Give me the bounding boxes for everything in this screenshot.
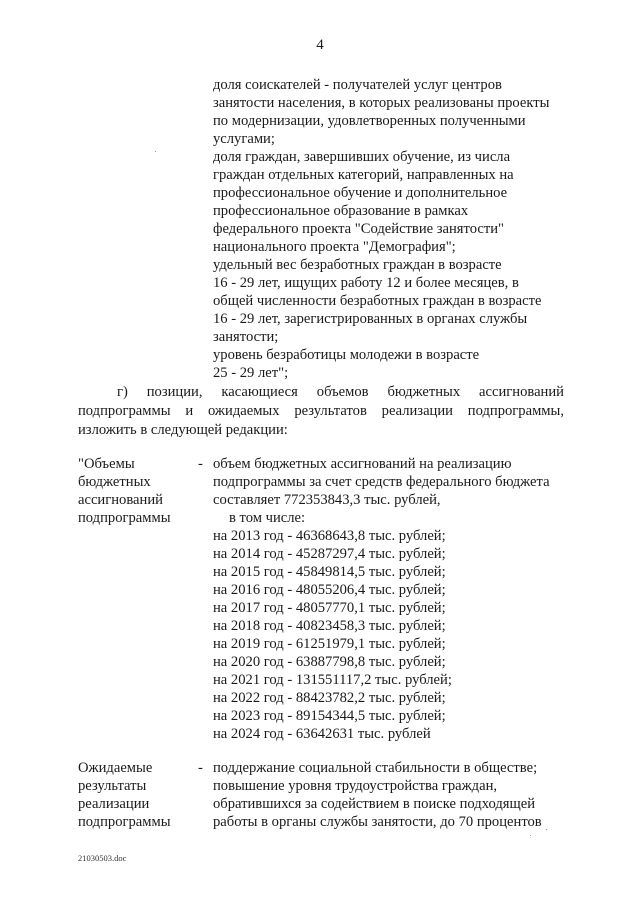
indicator-line: занятости населения, в которых реализованы проекты xyxy=(213,95,550,111)
indicator-line: 25 - 29 лет"; xyxy=(213,365,289,381)
results-text-line: обратившихся за содействием в поиске подходящей xyxy=(213,796,536,812)
paragraph-line: г) позиции, касающиеся объемов бюджетных ассигнований xyxy=(117,384,564,400)
budget-year-line: на 2016 год - 48055206,4 тыс. рублей; xyxy=(213,582,446,598)
results-label-line: реализации xyxy=(78,796,150,812)
scan-speck xyxy=(546,829,547,830)
indicator-line: общей численности безработных граждан в возрасте xyxy=(213,293,542,309)
indicator-line: национального проекта "Демография"; xyxy=(213,239,456,255)
indicator-line: 16 - 29 лет, зарегистрированных в органах службы xyxy=(213,311,528,327)
indicator-line: по модернизации, удовлетворенных полученными xyxy=(213,113,526,129)
results-label-line: результаты xyxy=(78,778,147,794)
results-text-line: поддержание социальной стабильности в обществе; xyxy=(213,760,538,776)
results-text-line: работы в органы службы занятости, до 70 процентов xyxy=(213,814,542,830)
budget-label-line: бюджетных xyxy=(78,474,151,490)
results-label-line: подпрограммы xyxy=(78,814,171,830)
indicator-line: граждан отдельных категорий, направленных на xyxy=(213,167,514,183)
budget-year-line: на 2023 год - 89154344,5 тыс. рублей; xyxy=(213,708,446,724)
budget-dash: - xyxy=(198,456,203,472)
budget-year-line: на 2013 год - 46368643,8 тыс. рублей; xyxy=(213,528,446,544)
budget-year-line: на 2019 год - 61251979,1 тыс. рублей; xyxy=(213,636,446,652)
budget-text-line: объем бюджетных ассигнований на реализацию xyxy=(213,456,512,472)
scan-speck xyxy=(530,835,531,836)
indicator-line: занятости; xyxy=(213,329,279,345)
budget-year-line: на 2017 год - 48057770,1 тыс. рублей; xyxy=(213,600,446,616)
indicator-line: доля соискателей - получателей услуг центров xyxy=(213,77,502,93)
budget-text-line: подпрограммы за счет средств федерального бюджета xyxy=(213,474,550,490)
budget-year-line: на 2014 год - 45287297,4 тыс. рублей; xyxy=(213,546,446,562)
indicator-line: удельный вес безработных граждан в возрасте xyxy=(213,257,502,273)
indicator-line: уровень безработицы молодежи в возрасте xyxy=(213,347,480,363)
budget-year-line: на 2015 год - 45849814,5 тыс. рублей; xyxy=(213,564,446,580)
indicator-line: 16 - 29 лет, ищущих работу 12 и более месяцев, в xyxy=(213,275,519,291)
results-label-line: Ожидаемые xyxy=(78,760,153,776)
budget-year-line: на 2021 год - 131551117,2 тыс. рублей; xyxy=(213,672,452,688)
indicator-line: профессиональное образование в рамках xyxy=(213,203,469,219)
indicator-line: доля граждан, завершивших обучение, из числа xyxy=(213,149,511,165)
budget-year-line: на 2024 год - 63642631 тыс. рублей xyxy=(213,726,431,742)
budget-label-line: ассигнований xyxy=(78,492,163,508)
paragraph-line: изложить в следующей редакции: xyxy=(78,422,288,438)
budget-label-line: "Объемы xyxy=(78,456,135,472)
page-number: 4 xyxy=(316,37,324,53)
budget-year-line: на 2022 год - 88423782,2 тыс. рублей; xyxy=(213,690,446,706)
results-dash: - xyxy=(198,760,203,776)
budget-year-line: на 2020 год - 63887798,8 тыс. рублей; xyxy=(213,654,446,670)
indicator-line: федерального проекта "Содействие занятости" xyxy=(213,221,504,237)
scan-speck xyxy=(155,151,156,152)
indicator-line: услугами; xyxy=(213,131,275,147)
paragraph-line: подпрограммы и ожидаемых результатов реализации подпрограммы, xyxy=(78,403,564,419)
budget-year-line: на 2018 год - 40823458,3 тыс. рублей; xyxy=(213,618,446,634)
results-text-line: повышение уровня трудоустройства граждан, xyxy=(213,778,498,794)
indicator-line: профессиональное обучение и дополнительное xyxy=(213,185,508,201)
budget-label-line: подпрограммы xyxy=(78,510,171,526)
budget-text-line: в том числе: xyxy=(229,510,306,526)
document-filename: 21030503.doc xyxy=(78,853,127,863)
budget-text-line: составляет 772353843,3 тыс. рублей, xyxy=(213,492,441,508)
